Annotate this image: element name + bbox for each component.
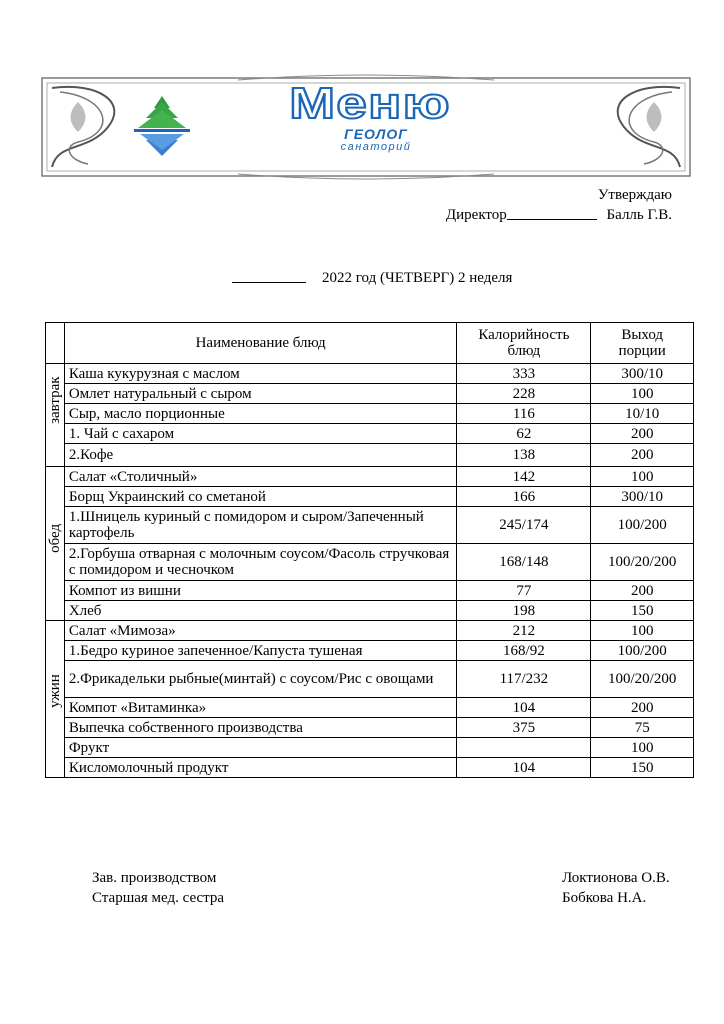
director-label: Директор — [445, 207, 507, 223]
table-row — [46, 487, 694, 507]
dish-output: 10/10 — [591, 404, 694, 424]
table-row — [46, 364, 694, 384]
dish-output: 100/20/200 — [591, 661, 694, 698]
dish-name: Салат «Столичный» — [64, 467, 457, 487]
dish-name: 1.Бедро куриное запеченное/Капуста тушеная — [64, 641, 457, 661]
dish-name: 1. Чай с сахаром — [64, 424, 457, 444]
dish-output: 100 — [591, 621, 694, 641]
dish-calories: 333 — [457, 364, 591, 384]
dish-calories: 228 — [457, 384, 591, 404]
dish-calories: 142 — [457, 467, 591, 487]
table-row — [46, 621, 694, 641]
meal-label-text: обед — [46, 523, 63, 553]
dish-name: Борщ Украинский со сметаной — [64, 487, 457, 507]
table-row — [46, 424, 694, 444]
dish-calories: 375 — [457, 718, 591, 738]
dish-output: 200 — [591, 581, 694, 601]
dish-calories: 212 — [457, 621, 591, 641]
dish-calories: 104 — [457, 698, 591, 718]
table-row — [46, 601, 694, 621]
approval-block — [446, 186, 672, 225]
dish-calories: 245/174 — [457, 507, 591, 544]
dish-calories: 117/232 — [457, 661, 591, 698]
dish-output: 150 — [591, 758, 694, 778]
header-output-line1: Выход — [621, 327, 664, 343]
footer-position-2: Старшая мед. сестра — [92, 890, 225, 906]
table-row — [46, 738, 694, 758]
dish-calories — [457, 738, 591, 758]
dish-calories: 138 — [457, 444, 591, 467]
table-row — [46, 507, 694, 544]
meal-label-breakfast — [46, 364, 65, 467]
dish-calories: 62 — [457, 424, 591, 444]
dish-name: 2.Кофе — [64, 444, 457, 467]
header-calories-line2: блюд — [507, 343, 541, 359]
dish-calories: 168/92 — [457, 641, 591, 661]
table-row — [46, 661, 694, 698]
dish-output: 100/20/200 — [591, 544, 694, 581]
dish-name: Омлет натуральный с сыром — [64, 384, 457, 404]
dish-output: 100/200 — [591, 507, 694, 544]
dish-name: Выпечка собственного производства — [64, 718, 457, 738]
header-output — [591, 323, 694, 364]
table-row — [46, 698, 694, 718]
table-header-row — [46, 323, 694, 364]
dish-name: 2.Фрикадельки рыбные(минтай) с соусом/Рис с овощами — [64, 661, 457, 698]
approval-title: Утверждаю — [597, 187, 672, 203]
dish-output: 75 — [591, 718, 694, 738]
dish-output: 100 — [591, 467, 694, 487]
director-name: Балль Г.В. — [606, 207, 672, 223]
header-calories-line1: Калорийность — [478, 327, 570, 343]
logo-title: Меню — [289, 79, 451, 128]
table-row — [46, 718, 694, 738]
dish-name: Сыр, масло порционные — [64, 404, 457, 424]
fir-tree-logo-icon — [132, 94, 192, 158]
dish-calories: 166 — [457, 487, 591, 507]
dish-name: Хлеб — [64, 601, 457, 621]
header-meal-cell — [46, 323, 65, 364]
footer-name-2: Бобкова Н.А. — [562, 890, 647, 906]
dish-output: 200 — [591, 698, 694, 718]
director-line — [446, 205, 672, 225]
date-blank — [232, 268, 306, 283]
footer-positions — [92, 868, 224, 908]
dish-calories: 116 — [457, 404, 591, 424]
table-row — [46, 444, 694, 467]
dish-output: 300/10 — [591, 487, 694, 507]
table-row — [46, 581, 694, 601]
table-row — [46, 758, 694, 778]
dish-calories: 77 — [457, 581, 591, 601]
dish-name: Кисломолочный продукт — [64, 758, 457, 778]
footer-name-1: Локтионова О.В. — [562, 870, 670, 886]
dish-name: Компот «Витаминка» — [64, 698, 457, 718]
dish-output: 100 — [591, 738, 694, 758]
dish-output: 100 — [591, 384, 694, 404]
dish-name: 2.Горбуша отварная с молочным соусом/Фасоль стручковая с помидором и чесночком — [64, 544, 457, 581]
dish-output: 200 — [591, 444, 694, 467]
header-name: Наименование блюд — [64, 323, 457, 364]
table-row — [46, 544, 694, 581]
logo-subtitle-sanatorium: санаторий — [340, 141, 412, 153]
menu-table — [45, 322, 694, 778]
header-calories — [457, 323, 591, 364]
meal-label-text: завтрак — [46, 376, 63, 424]
logo-subtitle-geolog: ГЕОЛОГ — [344, 126, 408, 142]
footer-names — [562, 868, 670, 908]
meal-label-dinner — [46, 621, 65, 778]
dish-calories: 168/148 — [457, 544, 591, 581]
dish-calories: 104 — [457, 758, 591, 778]
table-row — [46, 384, 694, 404]
dish-calories: 198 — [457, 601, 591, 621]
table-row — [46, 641, 694, 661]
signature-blank — [507, 205, 597, 220]
table-row — [46, 404, 694, 424]
date-line — [232, 268, 512, 287]
header-output-line2: порции — [618, 343, 666, 359]
footer-position-1: Зав. производством — [92, 870, 217, 886]
dish-output: 100/200 — [591, 641, 694, 661]
meal-label-lunch — [46, 467, 65, 621]
dish-name: 1.Шницель куриный с помидором и сыром/Запеченный картофель — [64, 507, 457, 544]
dish-output: 150 — [591, 601, 694, 621]
meal-label-text: ужин — [46, 674, 63, 708]
date-text: 2022 год (ЧЕТВЕРГ) 2 неделя — [322, 270, 513, 286]
dish-name: Салат «Мимоза» — [64, 621, 457, 641]
dish-name: Фрукт — [64, 738, 457, 758]
dish-output: 200 — [591, 424, 694, 444]
dish-name: Компот из вишни — [64, 581, 457, 601]
table-row — [46, 467, 694, 487]
dish-name: Каша кукурузная с маслом — [64, 364, 457, 384]
dish-output: 300/10 — [591, 364, 694, 384]
